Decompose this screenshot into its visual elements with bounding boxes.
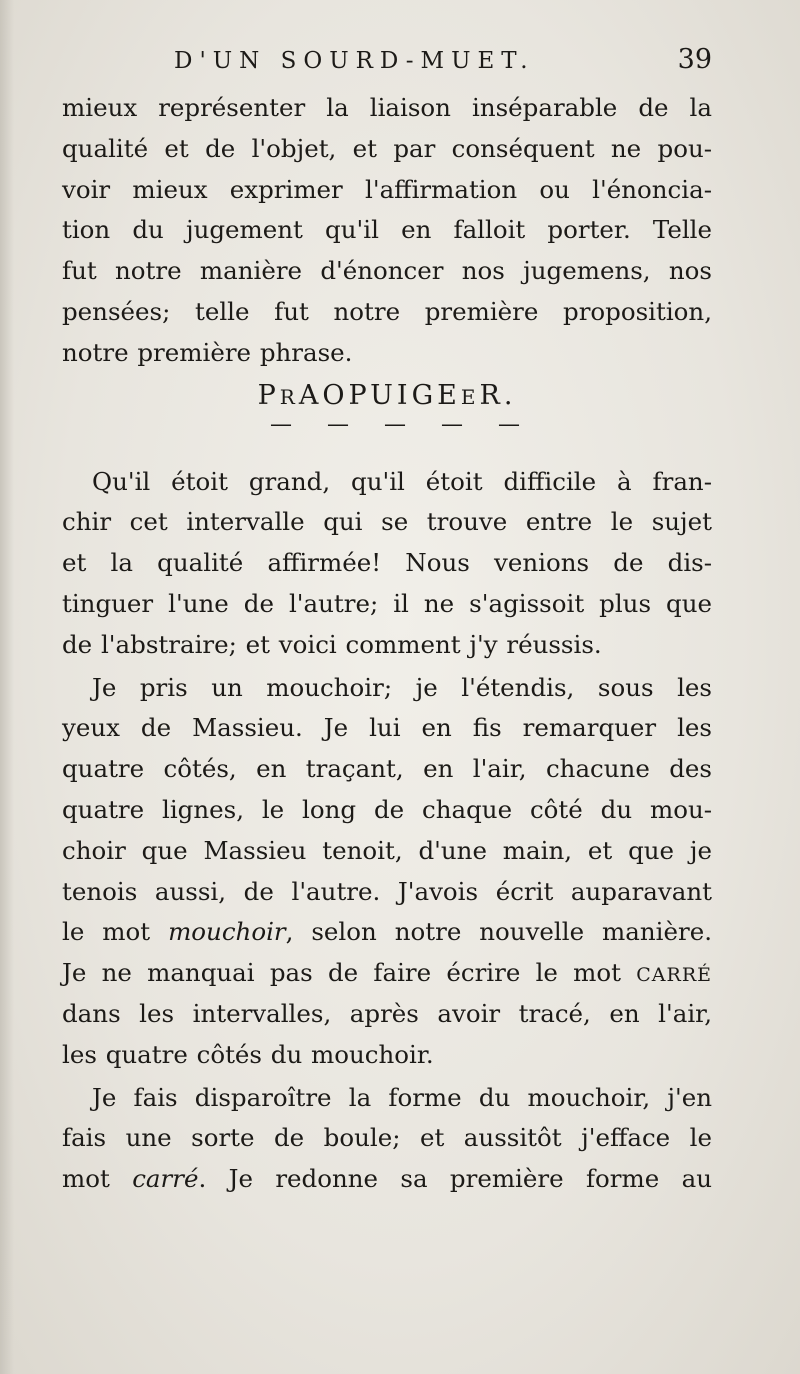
text-line: et la qualité affirmée! Nous venions de dis- xyxy=(62,548,712,578)
paragraph-2 xyxy=(62,462,712,666)
paragraph-1 xyxy=(62,88,712,374)
page-number: 39 xyxy=(677,44,712,75)
heading-rule: — — — — — xyxy=(270,411,534,437)
text-line: de l'abstraire; et voici comment j'y réussis. xyxy=(62,629,602,659)
text-line: Je ne manquai pas de faire écrire le mot CARRÉ xyxy=(62,958,712,988)
text-line: notre première phrase. xyxy=(62,337,353,367)
italic-word: mouchoir xyxy=(168,917,286,947)
text-line: Je pris un mouchoir; je l'étendis, sous les xyxy=(92,672,712,702)
text-line: mot carré. Je redonne sa première forme au xyxy=(62,1164,712,1194)
text-line: qualité et de l'objet, et par conséquent ne pou- xyxy=(62,133,712,163)
text-line: Je fais disparoître la forme du mouchoir, j'en xyxy=(92,1082,712,1112)
paragraph-4 xyxy=(62,1078,712,1200)
body-text xyxy=(62,88,712,1200)
running-head: D'UN SOURD-MUET. xyxy=(174,48,535,74)
section-heading: PRAOPUIGEER. xyxy=(257,379,517,411)
text-line: quatre côtés, en traçant, en l'air, chacune des xyxy=(62,754,712,784)
text-line: tenois aussi, de l'autre. J'avois écrit auparavant xyxy=(62,876,712,906)
text-line: les quatre côtés du mouchoir. xyxy=(62,1039,434,1069)
text-line: le mot mouchoir, selon notre nouvelle manière. xyxy=(62,917,712,947)
text-line: Qu'il étoit grand, qu'il étoit difficile à fran- xyxy=(92,466,712,496)
page-header xyxy=(62,44,712,84)
text-line: pensées; telle fut notre première proposition, xyxy=(62,296,712,326)
text-line: quatre lignes, le long de chaque côté du mou- xyxy=(62,794,712,824)
text-line: chir cet intervalle qui se trouve entre le sujet xyxy=(62,507,712,537)
text-line: yeux de Massieu. Je lui en fis remarquer les xyxy=(62,713,712,743)
text-line: mieux représenter la liaison inséparable de la xyxy=(62,93,712,122)
text-line: tion du jugement qu'il en falloit porter. Telle xyxy=(62,215,712,245)
text-line: choir que Massieu tenoit, d'une main, et que je xyxy=(62,835,712,865)
page-edge-shadow xyxy=(0,0,14,1374)
text-line: voir mieux exprimer l'affirmation ou l'énoncia- xyxy=(62,174,712,204)
small-caps-word: CARRÉ xyxy=(636,964,712,987)
paragraph-3 xyxy=(62,668,712,1076)
text-line: tinguer l'une de l'autre; il ne s'agissoit plus que xyxy=(62,588,712,618)
text-line: fut notre manière d'énoncer nos jugemens, nos xyxy=(62,256,712,286)
text-line: fais une sorte de boule; et aussitôt j'efface le xyxy=(62,1123,712,1153)
italic-word: carré xyxy=(132,1164,199,1194)
text-line: dans les intervalles, après avoir tracé, en l'air, xyxy=(62,998,712,1028)
